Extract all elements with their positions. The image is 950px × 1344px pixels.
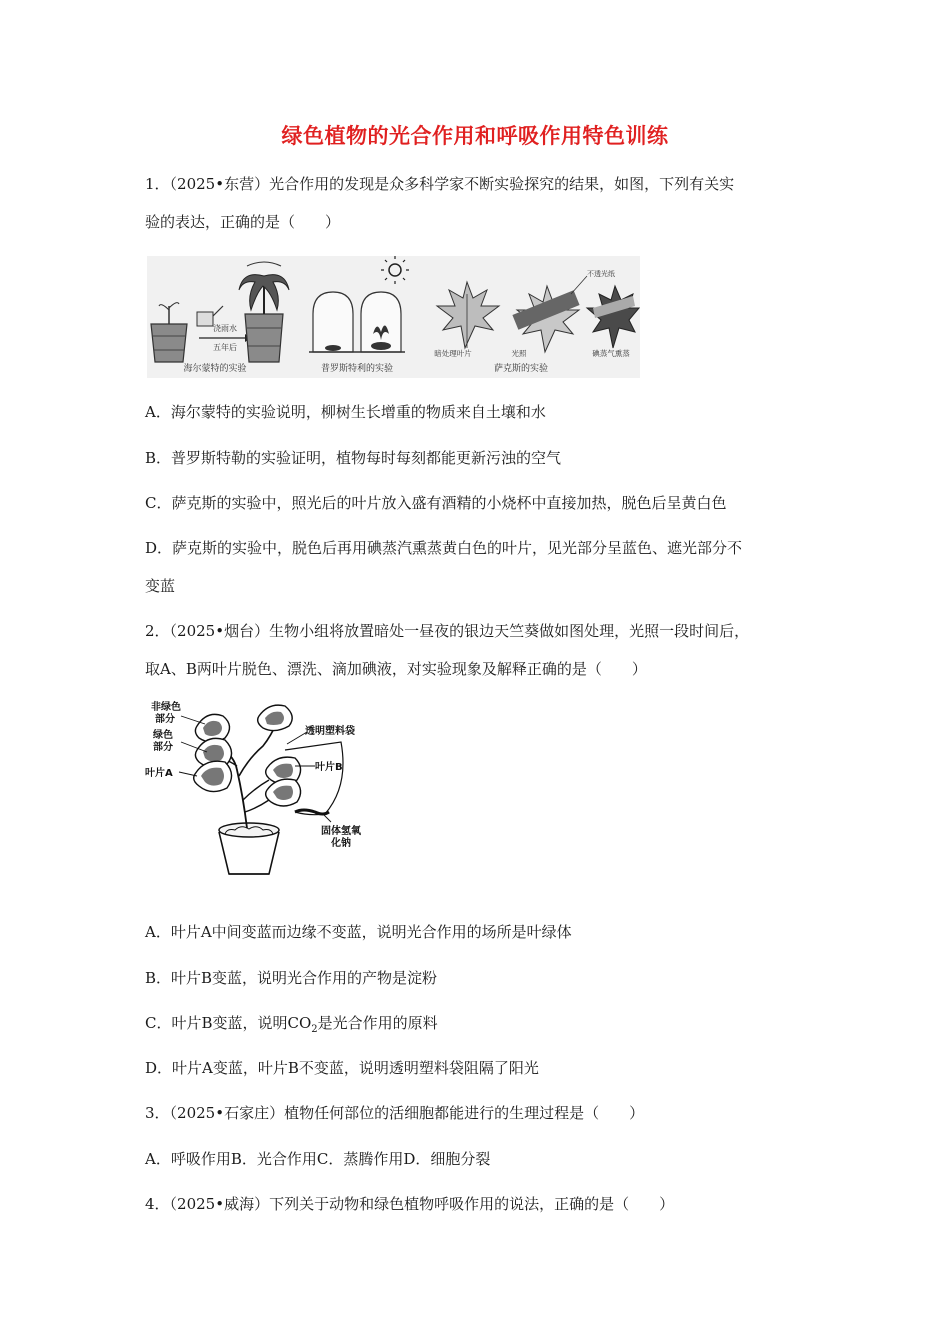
q1-figure (147, 256, 640, 378)
priestley-caption: 普罗斯特利的实验 (320, 364, 394, 374)
page-title: 绿色植物的光合作用和呼吸作用特色训练 (281, 124, 669, 148)
q2-option-c-pre: C．叶片B变蓝，说明CO (145, 1014, 312, 1032)
leaf-a (194, 761, 232, 791)
leaf1-label: 暗处理叶片 (434, 349, 472, 358)
q3-options: A．呼吸作用B．光合作用C．蒸腾作用D．细胞分裂 (145, 1150, 491, 1168)
leaf3-label: 碘蒸气熏蒸 (592, 349, 630, 358)
water-label: 浇雨水 (213, 324, 237, 333)
leaf-b-label: 叶片B (315, 762, 343, 773)
q2-stem-line2: 取A、B两叶片脱色、漂洗、滴加碘液，对实验现象及解释正确的是（ ） (145, 660, 647, 678)
green-label-1: 绿色 (153, 730, 173, 741)
leaf-a-label: 叶片A (145, 768, 173, 779)
non-green-label-1: 非绿色 (151, 702, 181, 713)
leaf2-label: 光照 (511, 349, 527, 358)
q1-option-d-line2: 变蓝 (145, 577, 176, 595)
q1-option-a: A．海尔蒙特的实验说明，柳树生长增重的物质来自土壤和水 (145, 403, 546, 421)
leaf-top-left (195, 714, 229, 742)
q3-stem: 3．（2025•石家庄）植物任何部位的活细胞都能进行的生理过程是（ ） (145, 1104, 645, 1122)
non-green-label-2: 部分 (155, 714, 175, 725)
q4-stem: 4．（2025•威海）下列关于动物和绿色植物呼吸作用的说法，正确的是（ ） (145, 1195, 675, 1213)
q1-option-b: B．普罗斯特勒的实验证明，植物每时每刻都能更新污浊的空气 (145, 449, 562, 467)
plastic-bag-label: 透明塑料袋 (305, 726, 355, 737)
q2-stem-line1: 2．（2025•烟台）生物小组将放置暗处一昼夜的银边天竺葵做如图处理，光照一段时间后， (145, 622, 750, 640)
q2-option-b: B．叶片B变蓝，说明光合作用的产物是淀粉 (145, 969, 438, 987)
q1-stem-line1: 1．（2025•东营）光合作用的发现是众多科学家不断实验探究的结果，如图，下列有关实 (145, 175, 735, 193)
photosynthesis-experiments-illustration (147, 256, 640, 378)
q2-option-a: A．叶片A中间变蓝而边缘不变蓝，说明光合作用的场所是叶绿体 (145, 923, 572, 941)
sachs-caption: 萨克斯的实验 (493, 364, 549, 374)
q2-option-c-post: 是光合作用的原料 (317, 1014, 438, 1032)
q1-option-d-line1: D．萨克斯的实验中，脱色后再用碘蒸汽熏蒸黄白色的叶片，见光部分呈蓝色、遮光部分不 (145, 539, 743, 557)
naoh-label-2: 化钠 (331, 838, 351, 849)
bell-jar-empty (309, 292, 357, 352)
flower-pot (219, 823, 279, 874)
leaf-inside-bag (266, 779, 301, 806)
q2-option-d: D．叶片A变蓝，叶片B不变蓝，说明透明塑料袋阻隔了阳光 (145, 1059, 539, 1077)
q2-option-c (145, 1013, 438, 1040)
q2-option-c-subscript: 2 (311, 1024, 318, 1035)
years-label: 五年后 (213, 343, 237, 352)
q1-stem-line2: 验的表达，正确的是（ ） (145, 213, 341, 231)
leaf-top-right (258, 705, 293, 730)
q1-option-c: C．萨克斯的实验中，照光后的叶片放入盛有酒精的小烧杯中直接加热，脱色后呈黄白色 (145, 494, 727, 512)
bell-jar-with-plant (357, 292, 405, 352)
helmont-caption: 海尔蒙特的实验 (183, 364, 247, 374)
opaque-paper-label: 不透光纸 (587, 270, 615, 278)
naoh-label-1: 固体氢氧 (321, 826, 361, 837)
geranium-experiment-illustration (145, 696, 370, 878)
green-label-2: 部分 (153, 742, 173, 753)
q2-figure (145, 696, 370, 878)
